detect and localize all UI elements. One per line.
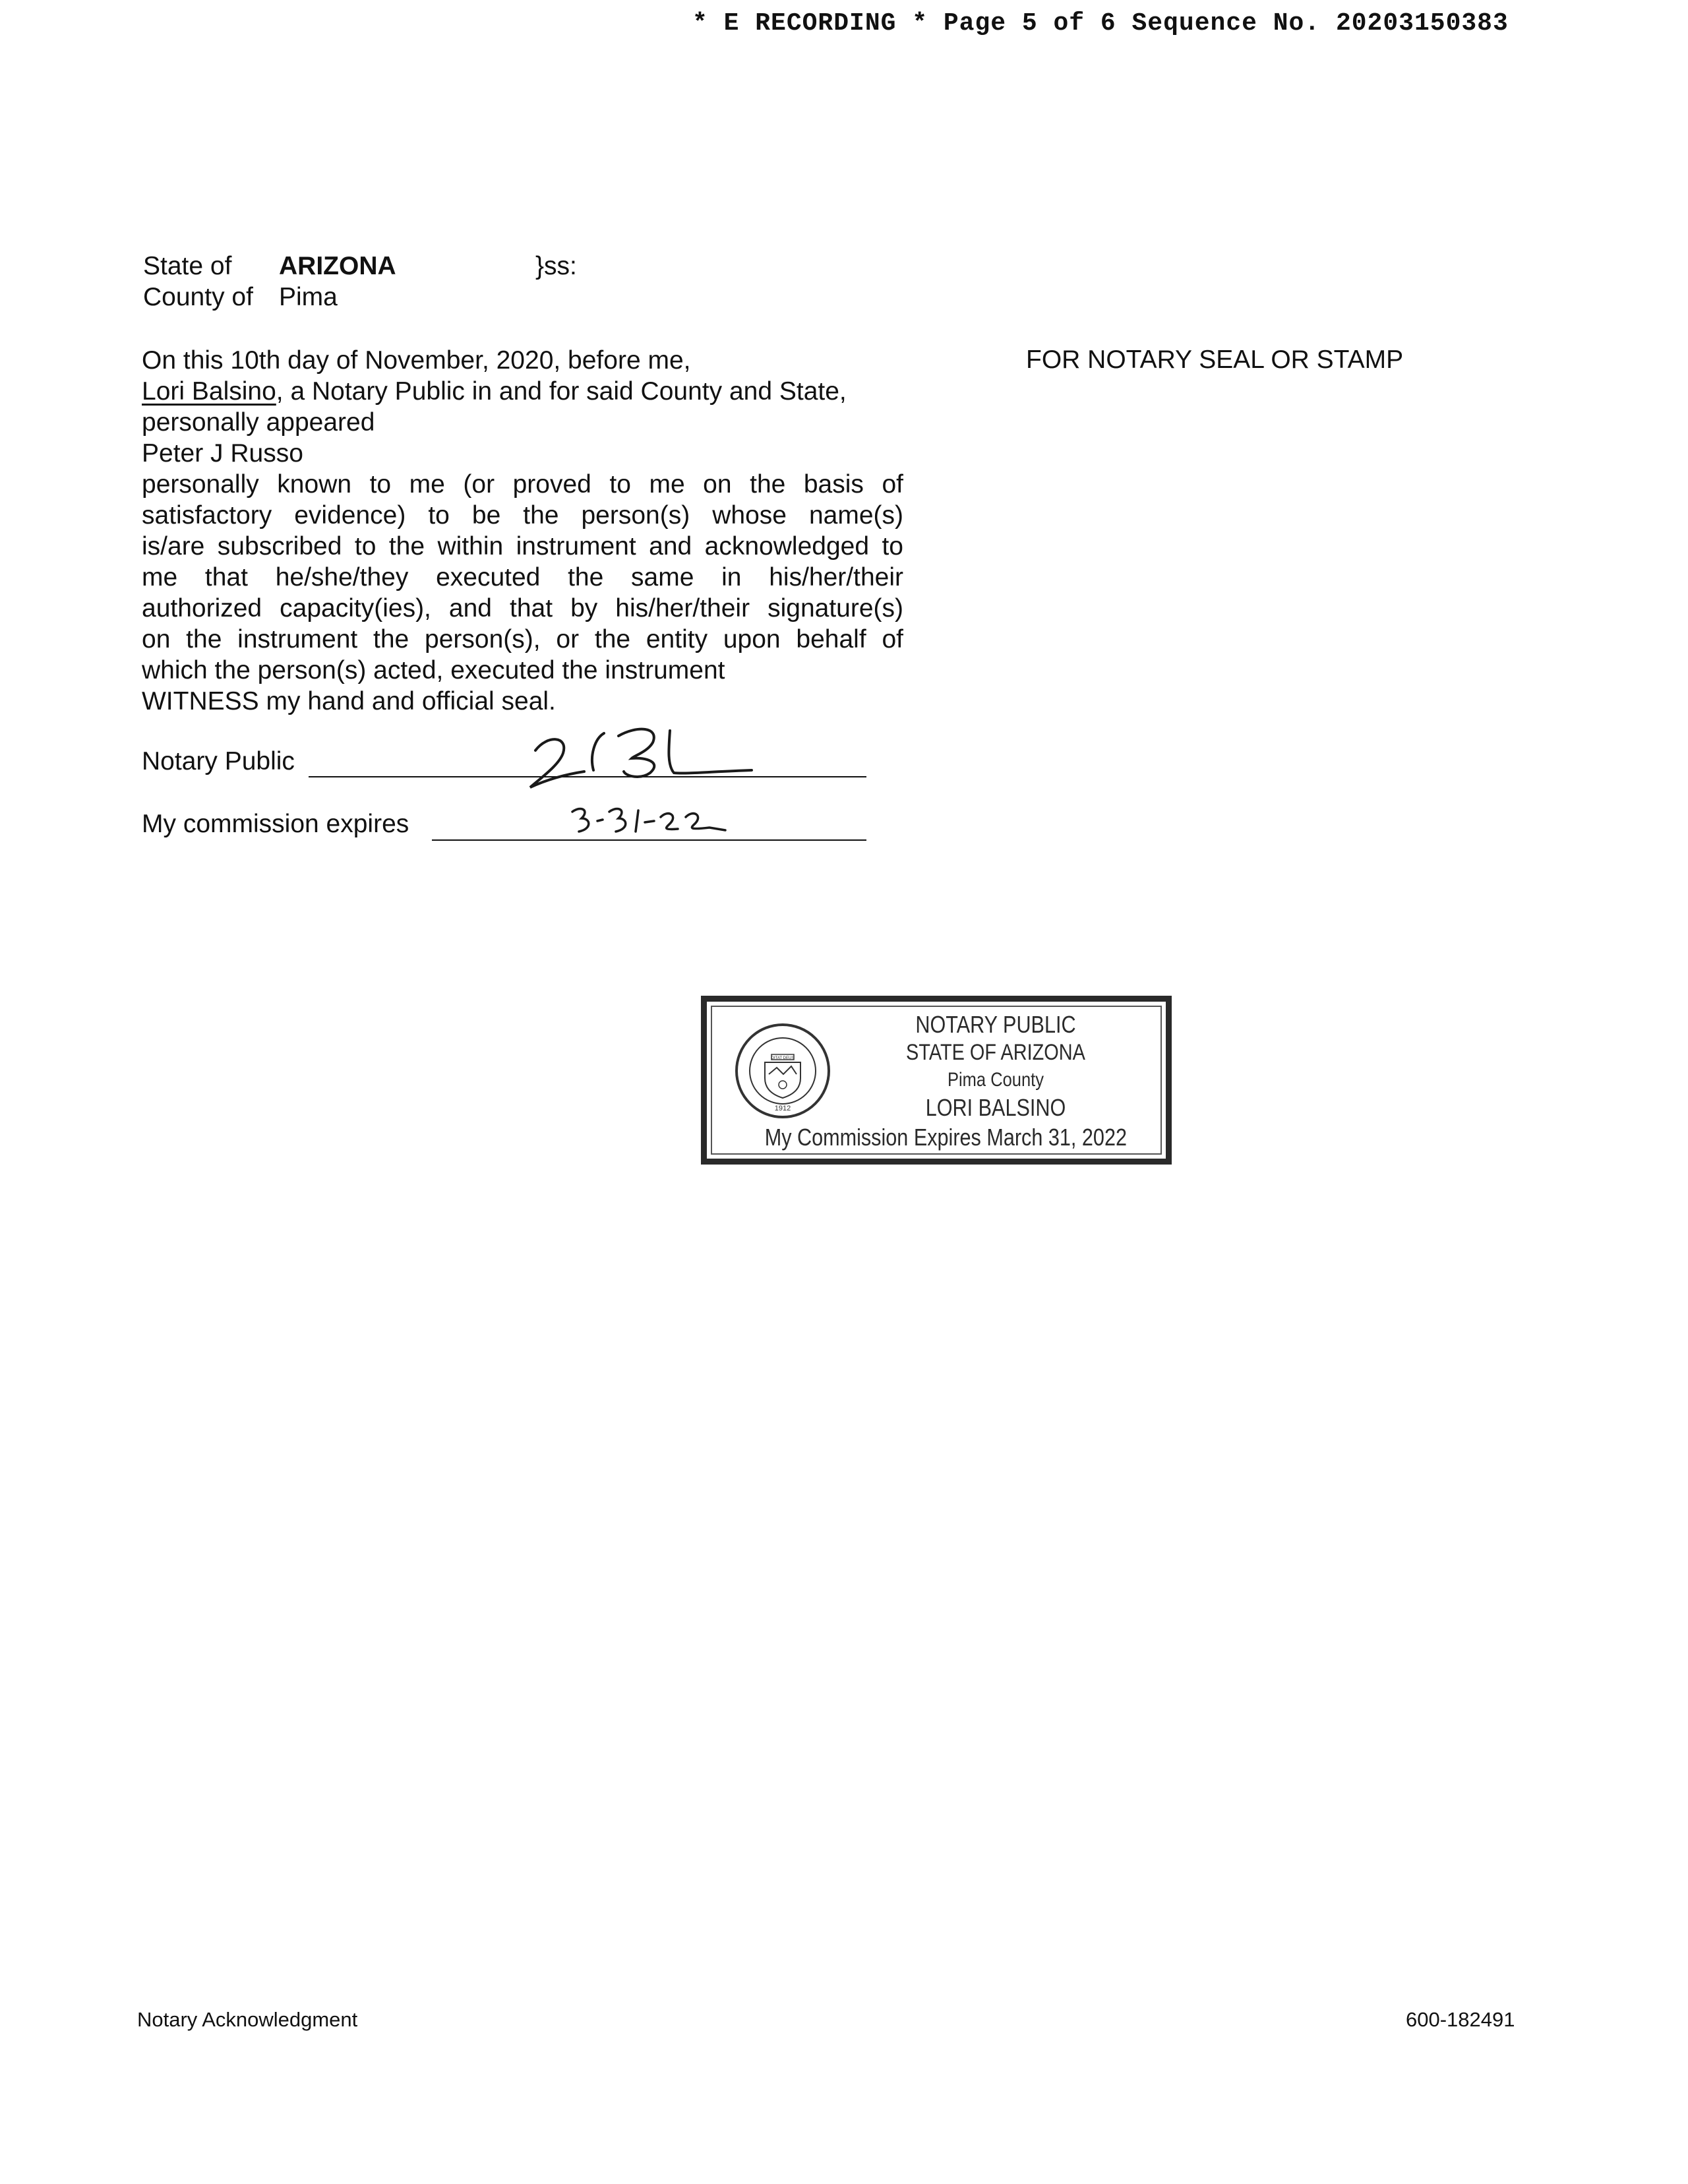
- ack-line-3: personally appeared: [142, 408, 375, 437]
- stamp-text-block: [874, 1011, 1118, 1122]
- ack-body-line: on the instrument the person(s), or the entity upon behalf of: [142, 625, 903, 653]
- footer-form-name: Notary Acknowledgment: [137, 2008, 358, 2031]
- ack-line-2-rest: , a Notary Public in and for said County and State,: [276, 377, 847, 406]
- notary-stamp: [701, 996, 1172, 1165]
- signer-name: Peter J Russo: [142, 439, 303, 468]
- ack-body-line: is/are subscribed to the within instrument and acknowledged to: [142, 532, 903, 561]
- stamp-state: STATE OF ARIZONA: [906, 1040, 1085, 1065]
- stamp-county: Pima County: [948, 1069, 1044, 1091]
- arizona-state-seal-icon: [733, 1021, 832, 1120]
- ack-body-line: me that he/she/they executed the same in his/her/their: [142, 563, 903, 592]
- state-label: State of: [143, 252, 232, 280]
- ack-body-line: authorized capacity(ies), and that by his/her/their signature(s): [142, 594, 903, 622]
- seal-motto: DITAT DEUS: [771, 1056, 795, 1060]
- ss-marker: }ss:: [535, 252, 577, 280]
- county-value: Pima: [279, 283, 338, 311]
- recording-header: * E RECORDING * Page 5 of 6 Sequence No. 20203150383: [692, 9, 1509, 38]
- stamp-title: NOTARY PUBLIC: [915, 1011, 1076, 1038]
- ack-body-line: personally known to me (or proved to me on the basis of: [142, 470, 903, 499]
- county-label: County of: [143, 283, 253, 311]
- notary-signature: [521, 719, 771, 798]
- ack-line-2: [142, 376, 847, 407]
- stamp-notary-name: LORI BALSINO: [925, 1094, 1066, 1121]
- seal-caption: FOR NOTARY SEAL OR STAMP: [1026, 346, 1404, 374]
- ack-line-1: On this 10th day of November, 2020, before me,: [142, 346, 691, 375]
- ack-body-line: which the person(s) acted, executed the instrument: [142, 656, 725, 684]
- stamp-commission-expires: My Commission Expires March 31, 2022: [764, 1124, 1127, 1151]
- commission-expires-label: My commission expires: [142, 810, 409, 838]
- notary-public-label: Notary Public: [142, 747, 295, 775]
- seal-year: 1912: [774, 1105, 791, 1112]
- footer-form-number: 600-182491: [1406, 2008, 1515, 2031]
- witness-line: WITNESS my hand and official seal.: [142, 687, 556, 715]
- commission-expires-handwritten: [567, 801, 738, 841]
- ack-body-line: satisfactory evidence) to be the person(s) whose name(s): [142, 501, 903, 530]
- notary-name: Lori Balsino: [142, 377, 276, 406]
- state-value: ARIZONA: [279, 252, 396, 280]
